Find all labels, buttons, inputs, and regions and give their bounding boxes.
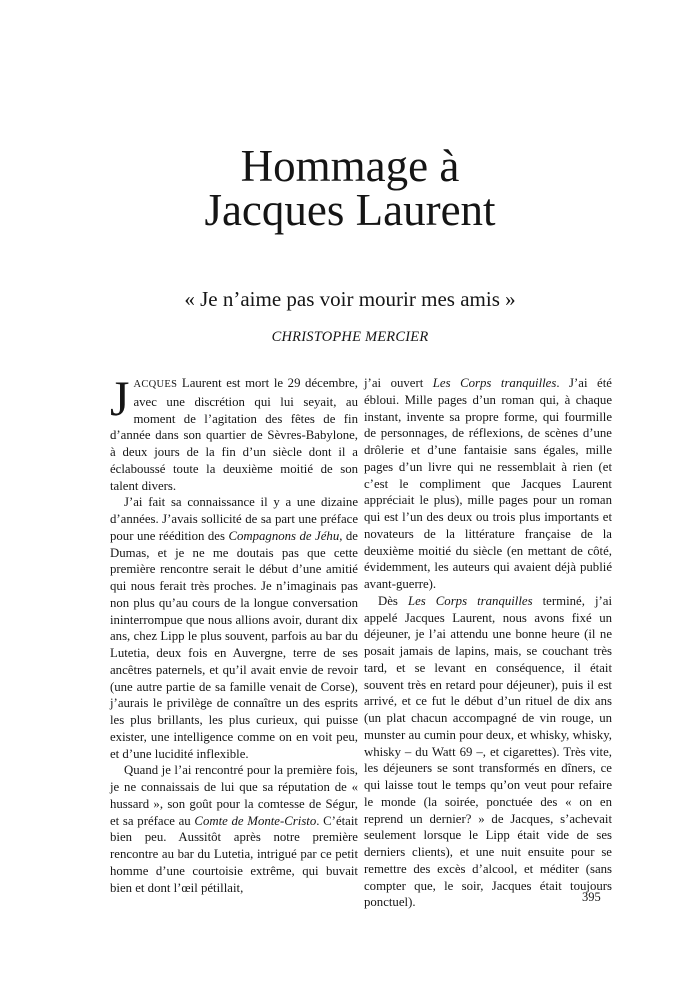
book-title-corps-tranquilles-2: Les Corps tranquilles <box>407 593 533 608</box>
paragraph-2-text-a: J’ai fait sa connaissance il y a une dizaine d’années. J’avais sollicité de sa part une préface pour une réédition des <box>110 495 358 543</box>
paragraph-4-text-c: . J’ai été ébloui. Mille pages d’un roman qui, à chaque instant, invente sa propre forme, qui fourmille de personnages, de réflexions, de scènes d’une drôlerie et d’une fantaisie sans égales, mille pages d’un livre qui ne ressemblait à rien (et c’est le compliment que Jacques Laurent appréciait le plus), mille pages pour un roman qui est l’un des deux ou trois plus importants et novateurs de la littérature française de la deuxième moitié du siècle (en mettant de côté, évidemment, les auteurs qui avaient déjà publié avant-guerre). <box>364 376 612 591</box>
paragraph-3 <box>110 762 358 896</box>
paragraph-5-text-c: terminé, j’ai appelé Jacques Laurent, nous avons fixé un déjeuner, je l’ai attendu une bonne heure (il ne posait jamais de lapins, mais, se couchant très tard, et se levant en conséquence, il était souvent très en retard pour déjeuner), puis il est arrivé, et ce fut le début d’un rituel de dix ans (un plat chacun accompagné de vin rouge, un munster au cumin pour deux, et whisky, whisky, whisky – du Watt 69 –, et cigarettes). Très vite, les déjeuners se sont transformés en dîners, ce qui laisse tout le temps qu’on veut pour refaire le monde (la soirée, ponctuée des « on en reprend un dernier? » de Jacques, s’achevait seulement lorsque le Lipp était vide de ses derniers clients), et une nuit ensuite pour se remettre des excès d’alcool, et méditer (sans compter que, le soir, Jacques était toujours ponctuel). <box>364 593 612 910</box>
paragraph-1 <box>110 370 358 494</box>
small-caps-opening: ACQUES <box>133 379 178 390</box>
paragraph-5-text-a: Dès <box>378 593 408 608</box>
paragraph-3-text-c: . C’était bien peu. Aussitôt après notre première rencontre au bar du Lutetia, intrigué par ce petit homme d’une courtoisie extrême, qui buvait bien et dont l’œil pétillait, <box>110 813 358 895</box>
drop-cap: J <box>110 370 130 426</box>
paragraph-2 <box>110 494 358 762</box>
paragraph-4 <box>364 375 612 593</box>
left-column <box>110 370 358 896</box>
paragraph-5 <box>364 593 612 911</box>
article-title-line-1: Hommage à <box>240 141 460 191</box>
book-title-corps-tranquilles: Les Corps tranquilles <box>432 376 557 390</box>
paragraph-4-text-a: j’ai ouvert <box>364 376 433 390</box>
article-author: CHRISTOPHE MERCIER <box>271 329 429 345</box>
book-title-monte-cristo: Comte de Monte-Cristo <box>194 813 317 828</box>
book-title-compagnons: Compagnons de Jéhu <box>228 528 340 543</box>
article-subtitle: « Je n’aime pas voir mourir mes amis » <box>184 287 516 311</box>
paragraph-1-text: Laurent est mort le 29 décembre, avec une discrétion qui lui seyait, au moment de l’agitation des fêtes de fin d’année dans son quartier de Sèvres-Babylone, à deux jours de la fin d’un siècle dont il a éclaboussé toute la deuxième moitié de son talent divers. <box>110 376 358 493</box>
right-column <box>364 375 612 911</box>
page-number: 395 <box>582 890 601 904</box>
paragraph-2-text-c: , de Dumas, et je ne me doutais pas que cette première rencontre serait le début d’une amitié qui nous ferait très proches. Je n’imaginais pas non plus qu’au cours de la longue conversation ininterrompue que nous allions avoir, durant dix ans, chez Lipp le plus souvent, parfois au bar du Lutetia, deux fois en Auvergne, terre de ses ancêtres paternels, et qu’il avait envie de revoir (une autre partie de sa famille venait de Corse), j’aurais le privilège de connaître un des esprits les plus brillants, les plus curieux, qui puisse exister, une intelligence comme on en voit peu, et d’une lucidité inflexible. <box>110 528 358 761</box>
paragraph-3-text-a: Quand je l’ai rencontré pour la première fois, je ne connaissais de lui que sa réputation de « hussard », son goût pour la comtesse de Ségur, et sa préface au <box>110 763 358 828</box>
article-title-line-2: Jacques Laurent <box>204 185 496 235</box>
